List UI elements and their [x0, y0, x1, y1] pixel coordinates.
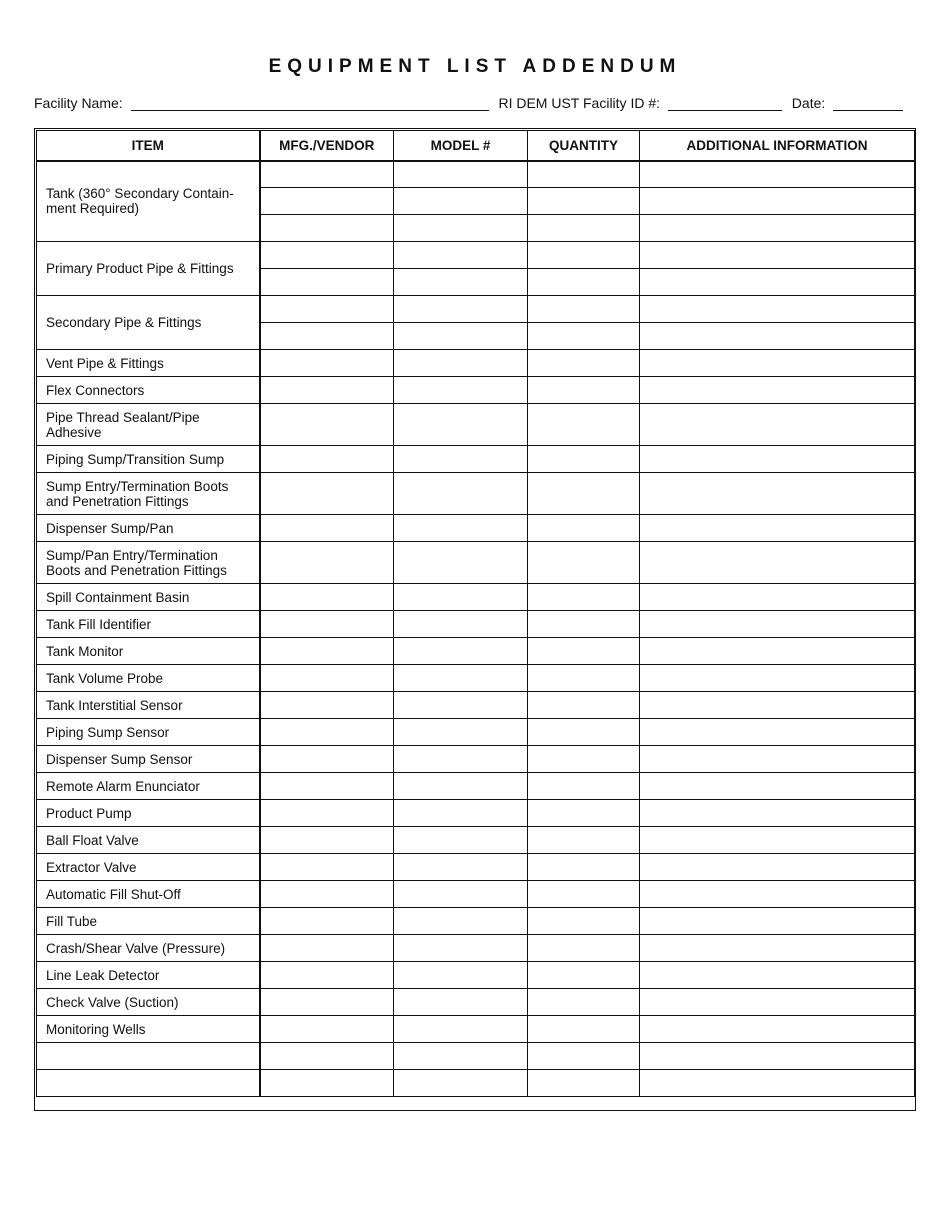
quantity-cell[interactable]	[528, 935, 640, 962]
additional-info-cell[interactable]	[640, 719, 915, 746]
item-label: Spill Containment Basin	[37, 584, 260, 611]
page-title: EQUIPMENT LIST ADDENDUM	[268, 56, 682, 77]
mfg-vendor-cell[interactable]	[260, 908, 394, 935]
additional-info-cell[interactable]	[640, 638, 915, 665]
table-row	[37, 962, 915, 989]
additional-info-cell[interactable]	[640, 1016, 915, 1043]
additional-info-cell[interactable]	[640, 542, 915, 584]
model-cell[interactable]	[394, 719, 528, 746]
mfg-vendor-cell[interactable]	[260, 1016, 394, 1043]
item-label: Tank Interstitial Sensor	[37, 692, 260, 719]
quantity-cell[interactable]	[528, 665, 640, 692]
additional-info-cell[interactable]	[640, 665, 915, 692]
column-header: ITEM	[37, 131, 260, 161]
quantity-cell[interactable]	[528, 854, 640, 881]
additional-info-cell[interactable]	[640, 473, 915, 515]
quantity-cell[interactable]	[528, 800, 640, 827]
model-cell[interactable]	[394, 935, 528, 962]
quantity-cell[interactable]	[528, 1070, 640, 1097]
mfg-vendor-cell[interactable]	[260, 161, 394, 188]
mfg-vendor-cell[interactable]	[260, 542, 394, 584]
quantity-cell[interactable]	[528, 611, 640, 638]
model-cell[interactable]	[394, 638, 528, 665]
quantity-cell[interactable]	[528, 638, 640, 665]
item-label	[37, 1070, 260, 1097]
mfg-vendor-cell[interactable]	[260, 989, 394, 1016]
additional-info-cell[interactable]	[640, 935, 915, 962]
model-cell[interactable]	[394, 800, 528, 827]
quantity-cell[interactable]	[528, 542, 640, 584]
quantity-cell[interactable]	[528, 1043, 640, 1070]
additional-info-cell[interactable]	[640, 827, 915, 854]
additional-info-cell[interactable]	[640, 377, 915, 404]
table-row	[37, 773, 915, 800]
item-label: Sump/Pan Entry/Termination Boots and Penetration Fittings	[37, 542, 260, 584]
item-label: Dispenser Sump Sensor	[37, 746, 260, 773]
mfg-vendor-cell[interactable]	[260, 296, 394, 323]
additional-info-cell[interactable]	[640, 323, 915, 350]
quantity-cell[interactable]	[528, 881, 640, 908]
mfg-vendor-cell[interactable]	[260, 881, 394, 908]
quantity-cell[interactable]	[528, 473, 640, 515]
model-cell[interactable]	[394, 1016, 528, 1043]
quantity-cell[interactable]	[528, 188, 640, 215]
mfg-vendor-cell[interactable]	[260, 1070, 394, 1097]
table-row	[37, 1043, 915, 1070]
header-fields	[34, 95, 914, 111]
model-cell[interactable]	[394, 908, 528, 935]
facility-id-field[interactable]	[668, 96, 782, 111]
item-label: Tank (360° Secondary Contain- ment Required)	[37, 161, 260, 242]
model-cell[interactable]	[394, 446, 528, 473]
mfg-vendor-cell[interactable]	[260, 269, 394, 296]
model-cell[interactable]	[394, 746, 528, 773]
quantity-cell[interactable]	[528, 161, 640, 188]
mfg-vendor-cell[interactable]	[260, 350, 394, 377]
quantity-cell[interactable]	[528, 350, 640, 377]
quantity-cell[interactable]	[528, 296, 640, 323]
table-row	[37, 515, 915, 542]
item-label: Primary Product Pipe & Fittings	[37, 242, 260, 296]
quantity-cell[interactable]	[528, 1016, 640, 1043]
additional-info-cell[interactable]	[640, 269, 915, 296]
model-cell[interactable]	[394, 242, 528, 269]
mfg-vendor-cell[interactable]	[260, 1043, 394, 1070]
additional-info-cell[interactable]	[640, 188, 915, 215]
model-cell[interactable]	[394, 692, 528, 719]
table-row	[37, 446, 915, 473]
additional-info-cell[interactable]	[640, 611, 915, 638]
item-label: Automatic Fill Shut-Off	[37, 881, 260, 908]
model-cell[interactable]	[394, 215, 528, 242]
equipment-table	[36, 130, 915, 1097]
mfg-vendor-cell[interactable]	[260, 404, 394, 446]
column-header: QUANTITY	[528, 131, 640, 161]
mfg-vendor-cell[interactable]	[260, 188, 394, 215]
mfg-vendor-cell[interactable]	[260, 446, 394, 473]
quantity-cell[interactable]	[528, 827, 640, 854]
mfg-vendor-cell[interactable]	[260, 638, 394, 665]
table-row	[37, 1070, 915, 1097]
item-label: Tank Volume Probe	[37, 665, 260, 692]
model-cell[interactable]	[394, 881, 528, 908]
item-label: Pipe Thread Sealant/Pipe Adhesive	[37, 404, 260, 446]
mfg-vendor-cell[interactable]	[260, 746, 394, 773]
additional-info-cell[interactable]	[640, 854, 915, 881]
item-label: Extractor Valve	[37, 854, 260, 881]
facility-name-label: Facility Name:	[34, 95, 123, 111]
model-cell[interactable]	[394, 989, 528, 1016]
mfg-vendor-cell[interactable]	[260, 323, 394, 350]
additional-info-cell[interactable]	[640, 584, 915, 611]
table-body	[37, 161, 915, 1097]
additional-info-cell[interactable]	[640, 773, 915, 800]
mfg-vendor-cell[interactable]	[260, 377, 394, 404]
mfg-vendor-cell[interactable]	[260, 800, 394, 827]
table-row	[37, 584, 915, 611]
model-cell[interactable]	[394, 1043, 528, 1070]
item-label: Fill Tube	[37, 908, 260, 935]
facility-name-field[interactable]	[131, 96, 489, 111]
table-row	[37, 692, 915, 719]
model-cell[interactable]	[394, 188, 528, 215]
table-row	[37, 611, 915, 638]
additional-info-cell[interactable]	[640, 296, 915, 323]
item-label: Sump Entry/Termination Boots and Penetration Fittings	[37, 473, 260, 515]
model-cell[interactable]	[394, 962, 528, 989]
date-field[interactable]	[833, 96, 903, 111]
model-cell[interactable]	[394, 515, 528, 542]
additional-info-cell[interactable]	[640, 1043, 915, 1070]
item-label: Monitoring Wells	[37, 1016, 260, 1043]
table-row	[37, 242, 915, 269]
table-row	[37, 473, 915, 515]
model-cell[interactable]	[394, 773, 528, 800]
mfg-vendor-cell[interactable]	[260, 962, 394, 989]
quantity-cell[interactable]	[528, 269, 640, 296]
table-row	[37, 719, 915, 746]
item-label: Secondary Pipe & Fittings	[37, 296, 260, 350]
mfg-vendor-cell[interactable]	[260, 854, 394, 881]
additional-info-cell[interactable]	[640, 746, 915, 773]
quantity-cell[interactable]	[528, 989, 640, 1016]
additional-info-cell[interactable]	[640, 1070, 915, 1097]
model-cell[interactable]	[394, 350, 528, 377]
quantity-cell[interactable]	[528, 908, 640, 935]
table-header-row	[37, 131, 915, 161]
mfg-vendor-cell[interactable]	[260, 719, 394, 746]
table-row	[37, 404, 915, 446]
additional-info-cell[interactable]	[640, 908, 915, 935]
table-row	[37, 665, 915, 692]
item-label: Crash/Shear Valve (Pressure)	[37, 935, 260, 962]
table-row	[37, 908, 915, 935]
table-row	[37, 377, 915, 404]
mfg-vendor-cell[interactable]	[260, 665, 394, 692]
quantity-cell[interactable]	[528, 404, 640, 446]
mfg-vendor-cell[interactable]	[260, 584, 394, 611]
additional-info-cell[interactable]	[640, 989, 915, 1016]
table-row	[37, 935, 915, 962]
additional-info-cell[interactable]	[640, 242, 915, 269]
mfg-vendor-cell[interactable]	[260, 473, 394, 515]
additional-info-cell[interactable]	[640, 446, 915, 473]
additional-info-cell[interactable]	[640, 350, 915, 377]
item-label: Piping Sump/Transition Sump	[37, 446, 260, 473]
item-label: Piping Sump Sensor	[37, 719, 260, 746]
quantity-cell[interactable]	[528, 242, 640, 269]
item-label: Check Valve (Suction)	[37, 989, 260, 1016]
item-label: Tank Monitor	[37, 638, 260, 665]
table-row	[37, 296, 915, 323]
model-cell[interactable]	[394, 854, 528, 881]
item-label: Remote Alarm Enunciator	[37, 773, 260, 800]
model-cell[interactable]	[394, 611, 528, 638]
model-cell[interactable]	[394, 161, 528, 188]
quantity-cell[interactable]	[528, 746, 640, 773]
mfg-vendor-cell[interactable]	[260, 611, 394, 638]
additional-info-cell[interactable]	[640, 962, 915, 989]
date-label: Date:	[791, 95, 826, 111]
item-label: Ball Float Valve	[37, 827, 260, 854]
facility-id-label: RI DEM UST Facility ID #:	[498, 95, 661, 111]
mfg-vendor-cell[interactable]	[260, 935, 394, 962]
table-row	[37, 854, 915, 881]
model-cell[interactable]	[394, 473, 528, 515]
model-cell[interactable]	[394, 269, 528, 296]
quantity-cell[interactable]	[528, 773, 640, 800]
item-label: Tank Fill Identifier	[37, 611, 260, 638]
model-cell[interactable]	[394, 827, 528, 854]
additional-info-cell[interactable]	[640, 404, 915, 446]
additional-info-cell[interactable]	[640, 692, 915, 719]
item-label: Flex Connectors	[37, 377, 260, 404]
mfg-vendor-cell[interactable]	[260, 773, 394, 800]
model-cell[interactable]	[394, 377, 528, 404]
column-header: MFG./VENDOR	[260, 131, 394, 161]
quantity-cell[interactable]	[528, 719, 640, 746]
column-header: ADDITIONAL INFORMATION	[640, 131, 915, 161]
table-row	[37, 1016, 915, 1043]
mfg-vendor-cell[interactable]	[260, 215, 394, 242]
quantity-cell[interactable]	[528, 377, 640, 404]
model-cell[interactable]	[394, 296, 528, 323]
additional-info-cell[interactable]	[640, 215, 915, 242]
table-row	[37, 638, 915, 665]
table-row	[37, 542, 915, 584]
model-cell[interactable]	[394, 542, 528, 584]
mfg-vendor-cell[interactable]	[260, 515, 394, 542]
quantity-cell[interactable]	[528, 962, 640, 989]
mfg-vendor-cell[interactable]	[260, 827, 394, 854]
table-row	[37, 989, 915, 1016]
mfg-vendor-cell[interactable]	[260, 692, 394, 719]
quantity-cell[interactable]	[528, 323, 640, 350]
table-row	[37, 350, 915, 377]
column-header: MODEL #	[394, 131, 528, 161]
item-label: Line Leak Detector	[37, 962, 260, 989]
table-row	[37, 827, 915, 854]
additional-info-cell[interactable]	[640, 881, 915, 908]
item-label	[37, 1043, 260, 1070]
table-row	[37, 161, 915, 188]
additional-info-cell[interactable]	[640, 800, 915, 827]
quantity-cell[interactable]	[528, 215, 640, 242]
item-label: Product Pump	[37, 800, 260, 827]
model-cell[interactable]	[394, 323, 528, 350]
additional-info-cell[interactable]	[640, 515, 915, 542]
model-cell[interactable]	[394, 665, 528, 692]
additional-info-cell[interactable]	[640, 161, 915, 188]
model-cell[interactable]	[394, 1070, 528, 1097]
table-row	[37, 800, 915, 827]
quantity-cell[interactable]	[528, 584, 640, 611]
quantity-cell[interactable]	[528, 446, 640, 473]
table-row	[37, 746, 915, 773]
quantity-cell[interactable]	[528, 692, 640, 719]
mfg-vendor-cell[interactable]	[260, 242, 394, 269]
model-cell[interactable]	[394, 404, 528, 446]
item-label: Vent Pipe & Fittings	[37, 350, 260, 377]
quantity-cell[interactable]	[528, 515, 640, 542]
model-cell[interactable]	[394, 584, 528, 611]
table-row	[37, 881, 915, 908]
item-label: Dispenser Sump/Pan	[37, 515, 260, 542]
